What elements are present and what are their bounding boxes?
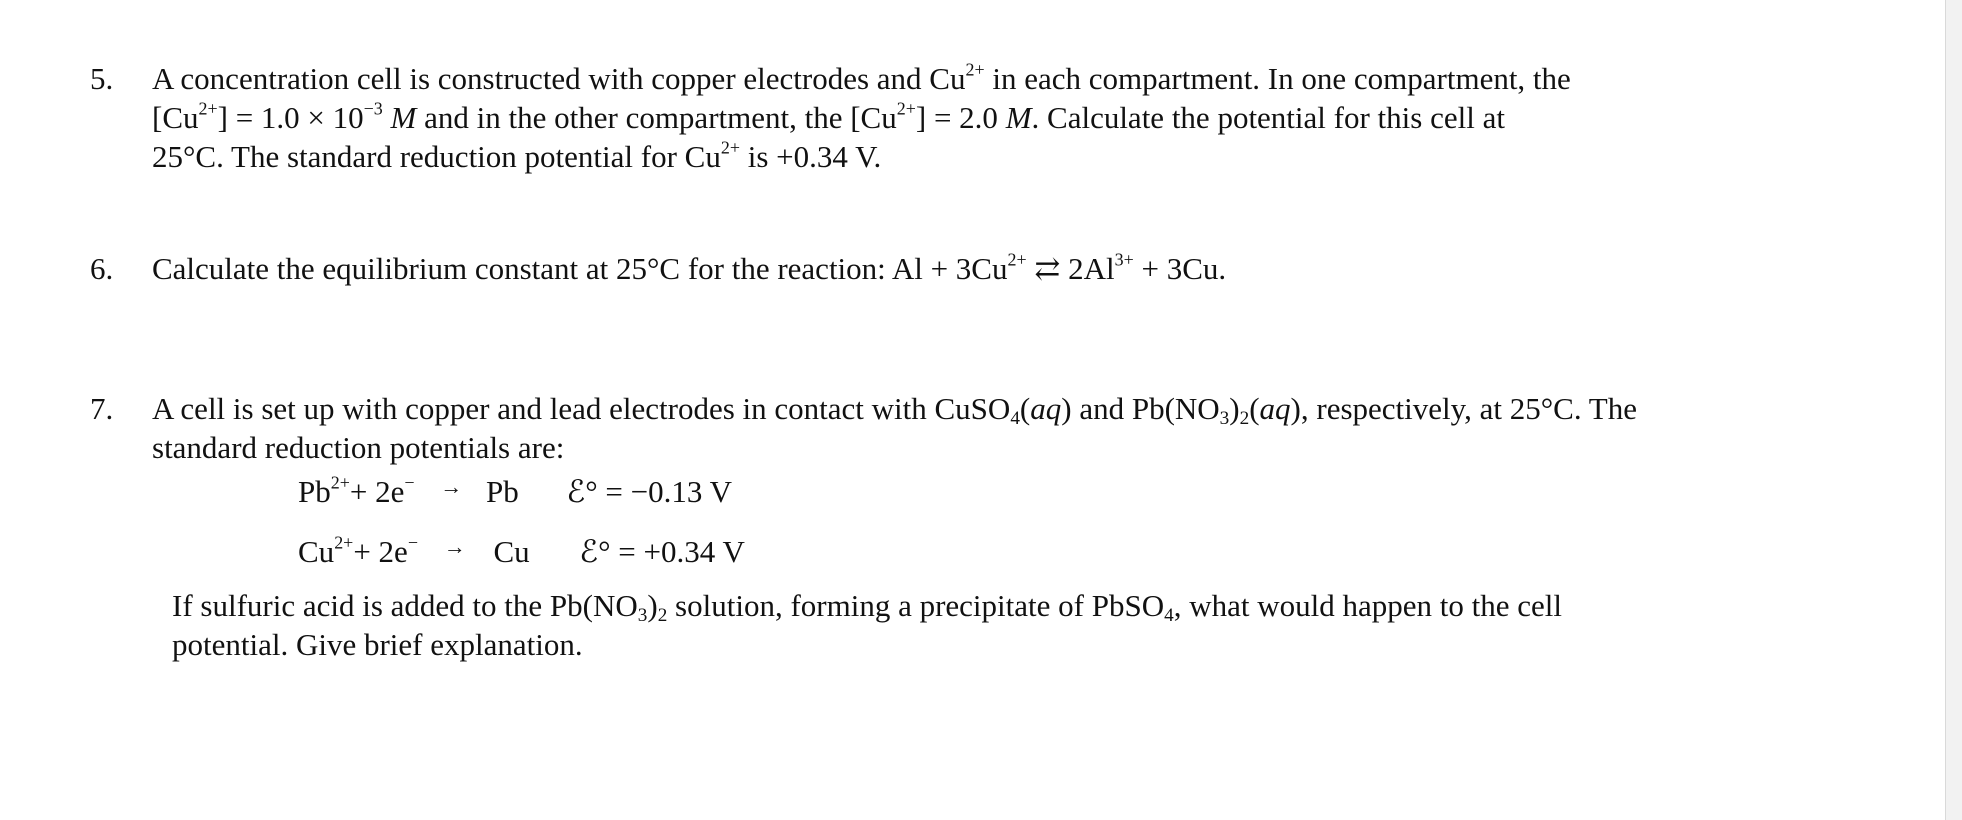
- text: A cell is set up with copper and lead electrodes in contact with CuSO: [152, 391, 1011, 426]
- text: solution, forming a precipitate of PbSO: [667, 588, 1165, 623]
- standard-potential: ℰ° = −0.13 V: [566, 473, 732, 509]
- question-line: [172, 586, 1562, 625]
- text: ): [1229, 391, 1240, 426]
- text: (: [1249, 391, 1260, 426]
- charge: 2+: [334, 532, 354, 553]
- superscript: −3: [363, 98, 383, 119]
- superscript: 3+: [1114, 249, 1134, 270]
- question-body: [152, 249, 1226, 288]
- charge: −: [404, 472, 415, 493]
- text: + 3Cu.: [1133, 251, 1227, 286]
- reduction-equation-copper: [298, 527, 745, 571]
- question-body: [152, 389, 1637, 467]
- question-line: [152, 389, 1637, 428]
- equation-reactants: [298, 472, 415, 511]
- superscript: 2+: [896, 98, 916, 119]
- text: ), respectively, at 25°C. The: [1290, 391, 1637, 426]
- question-7-continuation: [172, 586, 1562, 664]
- aqueous-label: aq: [1030, 391, 1062, 426]
- electrons: + 2e: [349, 473, 405, 509]
- superscript: 2+: [720, 137, 740, 158]
- text: (: [1019, 391, 1031, 426]
- equilibrium-arrow: ⇄: [1026, 251, 1069, 286]
- equation-product: Pb: [486, 473, 519, 509]
- superscript: 2+: [965, 59, 985, 80]
- charge: −: [407, 532, 418, 553]
- question-line: [152, 59, 1571, 98]
- question-body: [152, 59, 1571, 176]
- text: ) and Pb(NO: [1061, 391, 1220, 426]
- text: [Cu: [152, 100, 199, 135]
- text: If sulfuric acid is added to the Pb(NO: [172, 588, 638, 623]
- aqueous-label: aq: [1259, 391, 1291, 426]
- subscript: 2: [1239, 407, 1250, 429]
- text: ] = 2.0: [915, 100, 1006, 135]
- text: , what would happen to the cell: [1173, 588, 1562, 623]
- question-line: [152, 98, 1571, 137]
- question-line: potential. Give brief explanation.: [172, 627, 583, 662]
- electrons: + 2e: [353, 533, 408, 569]
- reaction-arrow-icon: →: [443, 534, 466, 559]
- charge: 2+: [330, 472, 350, 493]
- reduction-equation-lead: [298, 467, 732, 511]
- subscript: 2: [657, 604, 668, 626]
- superscript: 2+: [198, 98, 218, 119]
- text: ): [647, 588, 658, 623]
- equation-product: Cu: [493, 533, 530, 569]
- question-number: 6.: [90, 251, 114, 286]
- subscript: 4: [1164, 604, 1174, 626]
- subscript: 3: [1219, 407, 1230, 429]
- question-line: standard reduction potentials are:: [152, 430, 565, 465]
- text: 2Al: [1068, 251, 1115, 286]
- vertical-scrollbar[interactable]: [1945, 0, 1962, 820]
- subscript: 3: [637, 604, 648, 626]
- reaction-arrow-icon: →: [440, 474, 463, 499]
- text: ] = 1.0 × 10: [217, 100, 364, 135]
- molarity-unit: M: [382, 100, 417, 135]
- question-number: 5.: [90, 61, 114, 96]
- standard-potential: ℰ° = +0.34 V: [579, 533, 745, 569]
- question-line: [152, 137, 1571, 176]
- question-number: 7.: [90, 391, 114, 426]
- text: is +0.34 V.: [739, 139, 882, 174]
- ion: Cu: [298, 533, 335, 569]
- text: and in the other compartment, the [Cu: [416, 100, 897, 135]
- text: in each compartment. In one compartment, the: [984, 61, 1571, 96]
- text: A concentration cell is constructed with copper electrodes and Cu: [152, 61, 966, 96]
- molarity-unit: M: [1005, 100, 1032, 135]
- superscript: 2+: [1007, 249, 1027, 270]
- subscript: 4: [1010, 407, 1020, 429]
- text: 25°C. The standard reduction potential for Cu: [152, 139, 721, 174]
- equation-reactants: [298, 532, 418, 571]
- question-line: [152, 249, 1226, 288]
- text: Calculate the equilibrium constant at 25°C for the reaction: Al + 3Cu: [152, 251, 1008, 286]
- text: . Calculate the potential for this cell at: [1031, 100, 1505, 135]
- ion: Pb: [298, 473, 331, 509]
